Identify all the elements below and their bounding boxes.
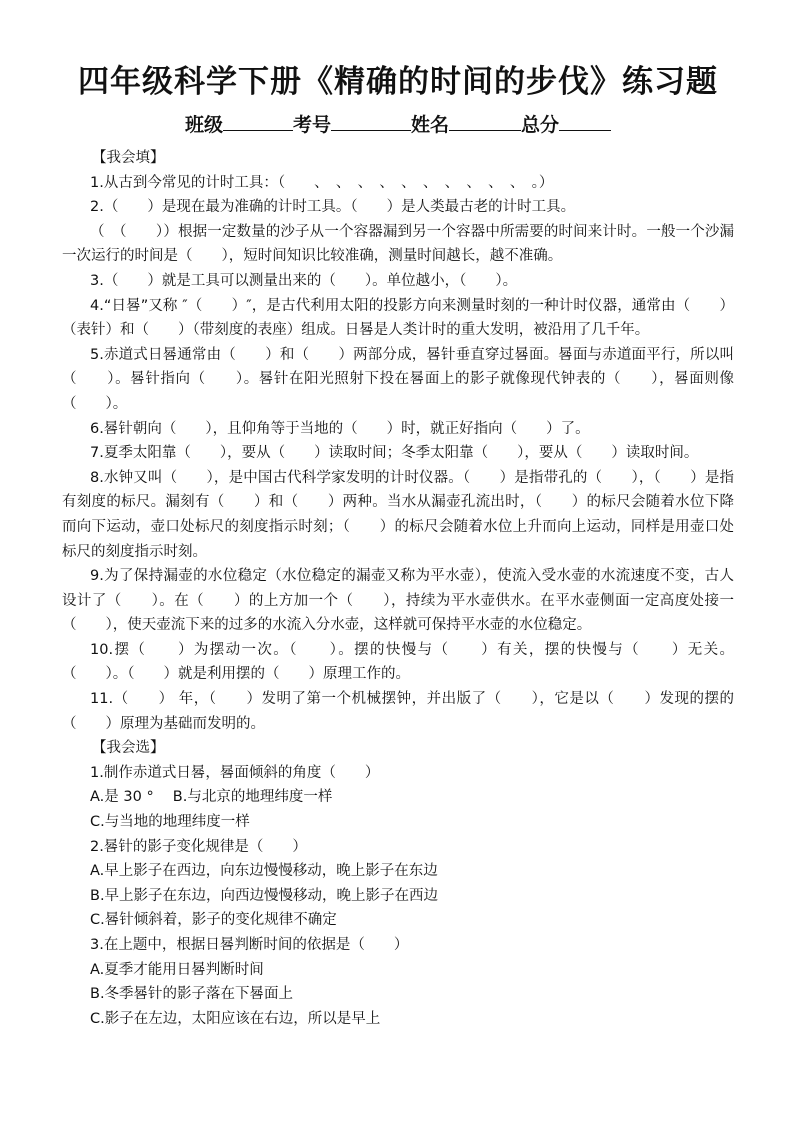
choice-q1: 1.制作赤道式日晷，晷面倾斜的角度（ ） — [90, 764, 380, 781]
page-title: 四年级科学下册《精确的时间的步伐》练习题 — [78, 64, 718, 100]
choice-section — [62, 736, 734, 1031]
fill-item-9: 9.为了保持漏壶的水位稳定（水位稳定的漏壶又称为平水壶），使流入受水壶的水流速度不变，古人设计了（ ）。在（ ）的上方加一个（ ），持续为平水壶供水。在平水壶侧面一定高度处接一（ ），使天壶流下来的过多的水流入分水壶，这样就可保持平水壶的水位稳定。 — [62, 568, 734, 634]
student-info-row — [62, 110, 734, 140]
choice-q2: 2.晷针的影子变化规律是（ ） — [90, 838, 307, 855]
choice-q2-option-a: A.早上影子在西边，向东边慢慢移动，晚上影子在东边 — [90, 863, 438, 880]
name-label: 姓名 — [411, 114, 450, 136]
fill-item-8: 8.水钟又叫（ ），是中国古代科学家发明的计时仪器。（ ）是指带孔的（ ），（ ）是指有刻度的标尺。漏刻有（ ）和（ ）两种。当水从漏壶孔流出时，（ ）的标尺会随着水位下降而向下运动，壶口处标尺的刻度指示时刻；（ ）的标尺会随着水位上升而向上运动，同样是用壶口处标尺的刻度指示时刻。 — [62, 469, 734, 560]
fill-item-11: 11.（ ） 年，（ ）发明了第一个机械摆钟，并出版了（ ），它是以（ ）发现的摆的（ ）原理为基础而发明的。 — [62, 691, 734, 732]
fill-item-2b: （ （ ））根据一定数量的沙子从一个容器漏到另一个容器中所需要的时间来计时。一般一个沙漏一次运行的时间是（ ），短时间知识比较准确，测量时间越长，越不准确。 — [62, 223, 734, 265]
choice-q1-option-c: C.与当地的地理纬度一样 — [90, 814, 250, 831]
choice-q3-option-a: A.夏季才能用日晷判断时间 — [90, 961, 264, 978]
choice-section-header: 【我会选】 — [92, 740, 165, 757]
choice-q3-option-b: B.冬季晷针的影子落在下晷面上 — [90, 986, 294, 1003]
choice-q2-option-c: C.晷针倾斜着，影子的变化规律不确定 — [90, 912, 337, 929]
class-blank[interactable] — [223, 112, 293, 131]
fill-item-5: 5.赤道式日晷通常由（ ）和（ ）两部分成，晷针垂直穿过晷面。晷面与赤道面平行，所以叫（ ）。晷针指向（ ）。晷针在阳光照射下投在晷面上的影子就像现代钟表的（ ），晷面则像（ ）。 — [62, 346, 734, 412]
score-blank[interactable] — [559, 112, 611, 131]
fill-item-1: 1.从古到今常见的计时工具：（ 、 、 、 、 、 、 、 、 、 、 。） — [90, 174, 554, 191]
class-label: 班级 — [184, 114, 223, 136]
fill-item-6: 6.晷针朝向（ ），且仰角等于当地的（ ）时，就正好指向（ ）了。 — [90, 420, 590, 437]
choice-q1-option-ab: A.是 30 ° B.与北京的地理纬度一样 — [90, 789, 333, 806]
choice-q3: 3.在上题中，根据日晷判断时间的依据是（ ） — [90, 937, 409, 953]
fill-item-10: 10.摆（ ）为摆动一次。（ ）。摆的快慢与（ ）有关，摆的快慢与（ ）无关。（ ）。（ ）就是利用摆的（ ）原理工作的。 — [62, 641, 734, 683]
fill-section-header: 【我会填】 — [92, 150, 165, 166]
fill-item-2: 2.（ ）是现在最为准确的计时工具。（ ）是人类最古老的计时工具。 — [90, 199, 576, 216]
fill-in-section — [62, 146, 734, 736]
choice-q3-option-c: C.影子在左边，太阳应该在右边，所以是早上 — [90, 1010, 381, 1027]
fill-item-7: 7.夏季太阳靠（ ），要从（ ）读取时间；冬季太阳靠（ ），要从（ ）读取时间。 — [90, 445, 699, 462]
choice-q2-option-b: B.早上影子在东边，向西边慢慢移动，晚上影子在西边 — [90, 887, 439, 904]
exam-no-blank[interactable] — [331, 112, 411, 131]
fill-item-3: 3.（ ）就是工具可以测量出来的（ ）。单位越小，（ ）。 — [90, 272, 518, 289]
exam-no-label: 考号 — [292, 114, 331, 136]
fill-item-4: 4.“日晷”又称 ″（ ）″，是古代利用太阳的投影方向来测量时刻的一种计时仪器，通常由（ ）（表针）和（ ）（带刻度的表座）组成。日晷是人类计时的重大发明，被沿用了几千年。 — [62, 297, 734, 339]
score-label: 总分 — [521, 114, 560, 136]
name-blank[interactable] — [449, 112, 521, 131]
